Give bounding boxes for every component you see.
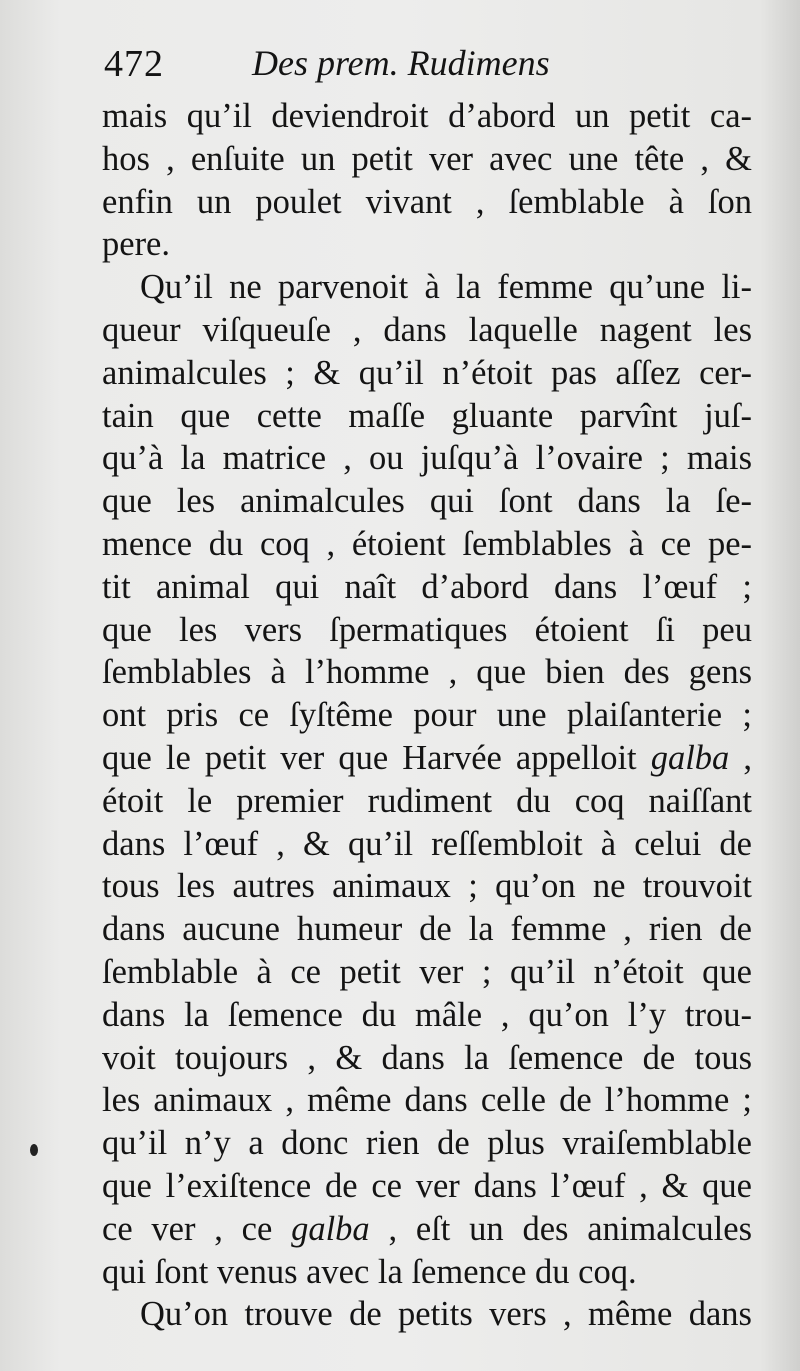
- text-line: hos , enſuite un petit ver avec une tête , &: [102, 139, 752, 178]
- text-line: Qu’on trouve de petits vers , même dans: [140, 1295, 752, 1334]
- text-line: qui ſont venus avec la ſemence du coq.: [102, 1252, 637, 1291]
- text-line: animalcules ; & qu’il n’étoit pas aſſez cer-: [102, 353, 752, 392]
- body-text: [102, 95, 752, 1336]
- page-header: [100, 42, 760, 86]
- text-line: tit animal qui naît d’abord dans l’œuf ;: [102, 567, 752, 606]
- text-line: ſemblable à ce petit ver ; qu’il n’étoit que: [102, 952, 752, 991]
- text-line: Qu’il ne parvenoit à la femme qu’une li-: [140, 268, 752, 307]
- text-line: qu’à la matrice , ou juſqu’à l’ovaire ; mais: [102, 439, 752, 478]
- text-line: tous les autres animaux ; qu’on ne trouvoit: [102, 867, 752, 906]
- text-line: que l’exiſtence de ce ver dans l’œuf , & que: [102, 1166, 752, 1205]
- text-line: que les vers ſpermatiques étoient ſi peu: [102, 610, 752, 649]
- text-line: tain que cette maſſe gluante parvînt juſ-: [102, 396, 752, 435]
- text-line: qu’il n’y a donc rien de plus vraiſemblable: [102, 1124, 752, 1163]
- text-line: voit toujours , & dans la ſemence de tous: [102, 1038, 752, 1077]
- running-head: Des prem. Rudimens: [252, 43, 550, 83]
- text-line: pere.: [102, 225, 170, 264]
- text-line: dans la ſemence du mâle , qu’on l’y trou-: [102, 995, 752, 1034]
- text-line: étoit le premier rudiment du coq naiſſant: [102, 781, 752, 820]
- text-line: ce ver , ce galba , eſt un des animalcules: [102, 1209, 752, 1248]
- text-line: que le petit ver que Harvée appelloit galba ,: [102, 738, 752, 777]
- text-line: que les animalcules qui ſont dans la ſe-: [102, 482, 752, 521]
- text-line: mais qu’il deviendroit d’abord un petit ca-: [102, 97, 752, 135]
- text-line: dans aucune humeur de la femme , rien de: [102, 910, 752, 949]
- text-line: mence du coq , étoient ſemblables à ce pe-: [102, 524, 752, 563]
- text-line: enfin un poulet vivant , ſemblable à ſon: [102, 182, 752, 221]
- text-line: ſemblables à l’homme , que bien des gens: [102, 653, 752, 692]
- page-number: 472: [104, 43, 164, 85]
- text-line: queur viſqueuſe , dans laquelle nagent les: [102, 310, 752, 349]
- text-line: les animaux , même dans celle de l’homme ;: [102, 1081, 752, 1120]
- text-line: dans l’œuf , & qu’il reſſembloit à celui de: [102, 824, 752, 863]
- text-line: ont pris ce ſyſtême pour une plaiſanterie ;: [102, 696, 752, 735]
- ink-spot: [30, 1144, 38, 1156]
